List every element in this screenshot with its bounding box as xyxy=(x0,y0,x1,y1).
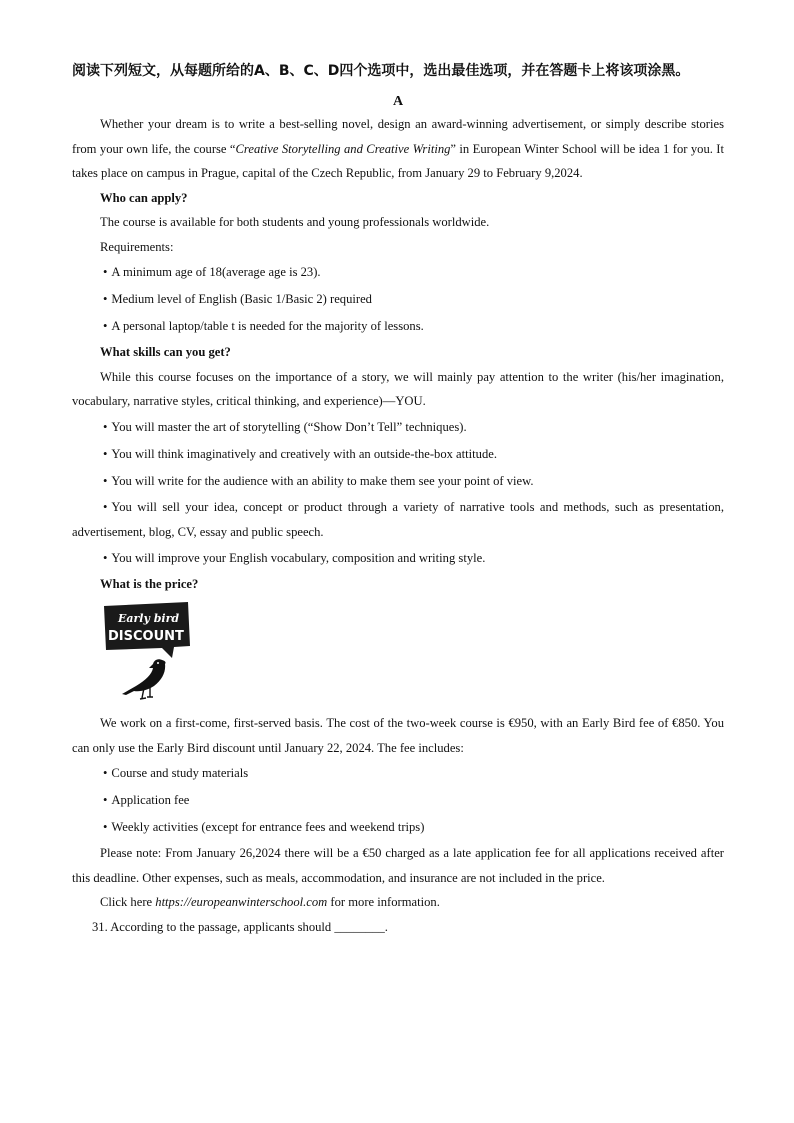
skill-item: • You will write for the audience with an ability to make them see your point of view. xyxy=(103,473,534,488)
who-heading: Who can apply? xyxy=(100,190,188,205)
bullet-icon: • xyxy=(103,446,108,461)
skill-item: • You will sell your idea, concept or product through a variety of narrative tools and methods, such as presentation, advertisement, blog, CV, essay and public speech. xyxy=(72,499,724,539)
fee-item: • Application fee xyxy=(103,793,190,807)
fee-item: • Course and study materials xyxy=(103,766,249,780)
bullet-icon: • xyxy=(103,292,108,306)
fee-item: • Weekly activities (except for entrance fees and weekend trips) xyxy=(103,820,425,834)
badge-line1: Early bird xyxy=(118,612,180,625)
requirement-item: • Medium level of English (Basic 1/Basic 2) required xyxy=(103,292,372,306)
skill-item: • You will think imaginatively and creatively with an outside-the-box attitude. xyxy=(103,446,497,461)
question-31: 31. According to the passage, applicants should ________. xyxy=(92,919,388,934)
early-bird-icon xyxy=(100,600,195,705)
badge-line2: DISCOUNT xyxy=(108,629,184,644)
who-text: The course is available for both students and young professionals worldwide. xyxy=(100,215,490,229)
requirements-label: Requirements: xyxy=(100,239,174,254)
page-content xyxy=(72,58,724,939)
course-title: Creative Storytelling and Creative Writing xyxy=(235,141,451,156)
intro-after: ” in European Winter School will be idea 1 for you. It takes place on campus in Prague, capital of the Czech Republic, from January 29 to February 9,2024. xyxy=(72,141,724,180)
bullet-icon: • xyxy=(103,499,108,514)
bullet-icon: • xyxy=(103,793,108,807)
click-line: Click here https://europeanwinterschool.com for more information. xyxy=(100,895,440,909)
bullet-icon: • xyxy=(103,319,108,333)
bullet-icon: • xyxy=(103,265,108,279)
bullet-icon: • xyxy=(103,766,108,780)
price-heading: What is the price? xyxy=(100,576,199,591)
bullet-icon: • xyxy=(103,473,108,488)
bullet-icon: • xyxy=(103,820,108,834)
skills-heading: What skills can you get? xyxy=(100,345,231,359)
price-text: We work on a first-come, first-served basis. The cost of the two-week course is €950, with an Early Bird fee of €850. You can only use the Early Bird discount until January 22, 2024. The fee includes: xyxy=(72,716,724,755)
skill-item: • You will master the art of storytelling (“Show Don’t Tell” techniques). xyxy=(103,419,467,434)
bullet-icon: • xyxy=(103,419,108,434)
requirement-item: • A minimum age of 18(average age is 23). xyxy=(103,265,321,279)
section-label: A xyxy=(392,94,404,109)
skill-item: • You will improve your English vocabulary, composition and writing style. xyxy=(103,550,486,565)
skills-text: While this course focuses on the importance of a story, we will mainly pay attention to the writer (his/her imagination, vocabulary, narrative styles, critical thinking, and experience)—YOU. xyxy=(72,369,724,408)
intro-before: Whether your dream is to write a best-selling novel, design an award-winning advertisement, or simply describe stories from your own life, the course “ xyxy=(72,117,724,156)
instruction-text: 阅读下列短文，从每题所给的A、B、C、D四个选项中，选出最佳选项，并在答题卡上将该项涂黑。 xyxy=(72,63,690,79)
bullet-icon: • xyxy=(103,550,108,565)
intro-paragraph xyxy=(72,112,724,186)
website-link[interactable]: https://europeanwinterschool.com xyxy=(155,895,328,909)
note-paragraph: Please note: From January 26,2024 there will be a €50 charged as a late application fee for all applications received after this deadline. Other expenses, such as meals, accommodation, and insurance are not included in the price. xyxy=(72,846,724,885)
early-bird-logo xyxy=(100,600,195,705)
requirement-item: • A personal laptop/table t is needed for the majority of lessons. xyxy=(103,319,424,333)
